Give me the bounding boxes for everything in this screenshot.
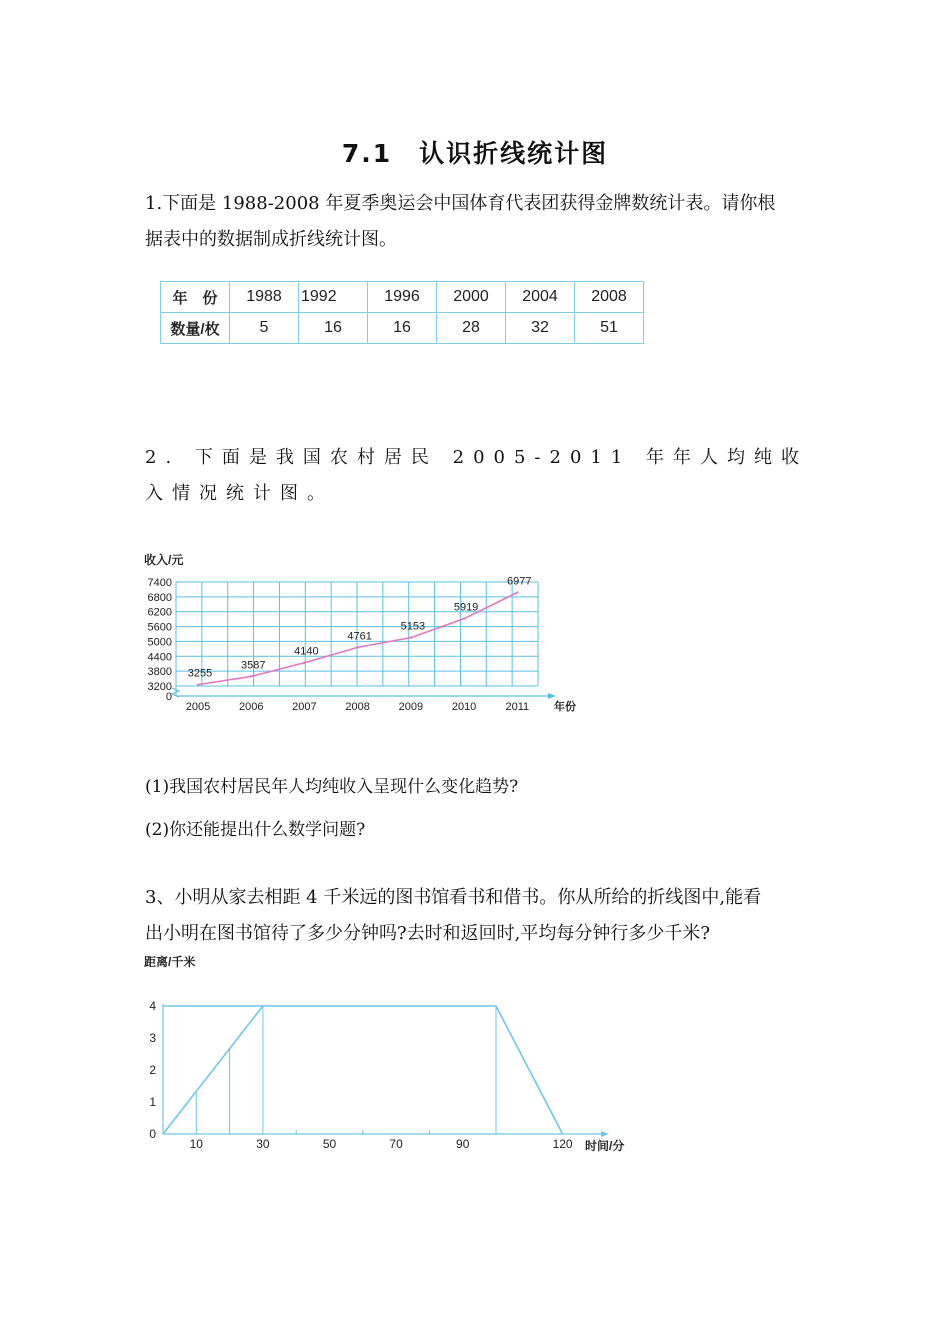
table-row — [161, 313, 644, 344]
x-tick-label: 70 — [389, 1137, 403, 1151]
data-label: 5919 — [453, 601, 479, 614]
x-tick-label: 2006 — [238, 701, 264, 713]
question-1-line2: 据表中的数据制成折线统计图。 — [145, 229, 397, 250]
question-3-line2: 出小明在图书馆待了多少分钟吗?去时和返回时,平均每分钟行多少千米? — [145, 923, 711, 944]
table-cell: 2000 — [437, 282, 506, 313]
table-cell: 1992 — [299, 282, 368, 313]
x-axis-label: 年份 — [554, 701, 576, 713]
table-row — [161, 282, 644, 313]
x-axis-label: 时间/分 — [585, 1139, 625, 1153]
question-2: 2. 下面是我国农村居民 2005-2011 年年人均纯收入情况统计图。 — [145, 447, 809, 504]
data-point — [250, 675, 252, 677]
y-tick-label: 1 — [149, 1095, 156, 1109]
x-axis-arrow — [601, 1131, 609, 1137]
gold-medal-table — [160, 281, 644, 344]
data-label: 4140 — [294, 645, 319, 658]
distance-series-line — [163, 1006, 563, 1134]
x-tick-label: 2005 — [185, 701, 211, 713]
x-tick-label: 2010 — [451, 701, 477, 713]
income-line-chart — [140, 548, 580, 720]
y-tick-label: 3 — [149, 1031, 156, 1045]
question-1 — [145, 186, 815, 258]
question-3 — [145, 880, 815, 952]
x-tick-label: 90 — [456, 1137, 470, 1151]
x-tick-label: 10 — [189, 1137, 203, 1151]
table-cell: 16 — [368, 313, 437, 344]
table-cell: 1996 — [368, 282, 437, 313]
y-axis-label: 收入/元 — [144, 553, 184, 567]
y-tick-label: 6800 — [147, 591, 172, 604]
y-tick-label: 5600 — [147, 621, 172, 634]
table-cell: 2008 — [575, 282, 644, 313]
x-tick-label: 2008 — [345, 701, 370, 713]
x-tick-label: 2009 — [398, 701, 424, 713]
table-header-year: 年 份 — [161, 282, 230, 313]
y-tick-label: 3200 — [147, 681, 172, 693]
table-cell: 1988 — [230, 282, 299, 313]
table-cell: 28 — [437, 313, 506, 344]
question-2-sub-1: (1)我国农村居民年人均纯收入呈现什么变化趋势? — [145, 777, 519, 797]
y-tick-label: 4 — [149, 999, 156, 1013]
page-title: 7.1 认识折线统计图 — [341, 139, 609, 168]
x-axis-arrow — [548, 693, 556, 699]
x-tick-label: 2011 — [505, 701, 530, 713]
x-tick-label: 30 — [256, 1137, 270, 1151]
question-3-line1: 3、小明从家去相距 4 千米远的图书馆看书和借书。你从所给的折线图中,能看 — [145, 887, 762, 908]
table-cell: 16 — [299, 313, 368, 344]
y-axis-label: 距离/千米 — [144, 955, 196, 969]
y-tick-label: 3800 — [147, 666, 172, 679]
data-label: 4761 — [347, 630, 372, 643]
x-tick-label: 2007 — [292, 701, 317, 713]
question-2-sub-2: (2)你还能提出什么数学问题? — [145, 820, 366, 840]
data-point — [303, 662, 305, 664]
y-tick-label: 2 — [149, 1063, 156, 1077]
data-label: 3587 — [240, 659, 266, 672]
data-point — [516, 591, 518, 593]
y-tick-label: 5000 — [147, 636, 172, 649]
data-point — [410, 636, 412, 638]
table-cell: 2004 — [506, 282, 575, 313]
distance-time-chart — [140, 950, 640, 1160]
table-cell: 5 — [230, 313, 299, 344]
x-tick-label: 50 — [322, 1137, 337, 1151]
y-tick-label: 6200 — [147, 606, 172, 619]
y-tick-label: 0 — [149, 1127, 156, 1141]
question-1-line1: 1.下面是 1988-2008 年夏季奥运会中国体育代表团获得金牌数统计表。请你根 — [145, 193, 776, 214]
table-cell: 51 — [575, 313, 644, 344]
data-point — [463, 617, 465, 619]
table-header-count: 数量/枚 — [161, 313, 230, 344]
data-label: 5153 — [400, 620, 426, 633]
x-tick-label: 120 — [552, 1137, 573, 1151]
y-tick-label: 7400 — [147, 577, 172, 589]
table-cell: 32 — [506, 313, 575, 344]
data-point — [197, 683, 199, 685]
data-label: 6977 — [507, 575, 532, 588]
data-label: 3255 — [187, 667, 213, 680]
data-point — [356, 646, 358, 648]
y-tick-label: 4400 — [147, 651, 172, 664]
y-tick-label: 0 — [165, 691, 172, 703]
